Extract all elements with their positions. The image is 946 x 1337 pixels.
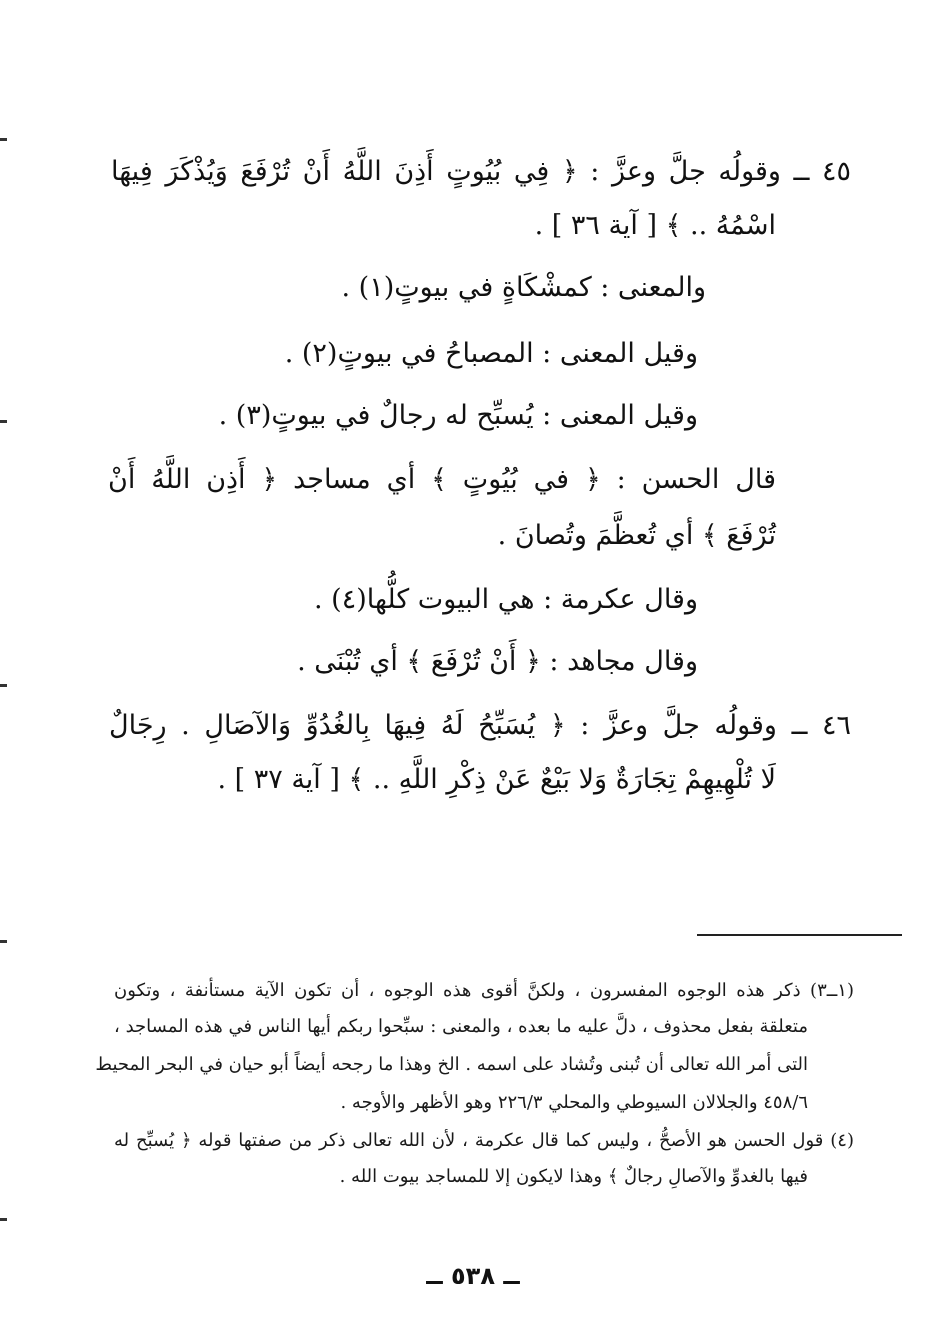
- footnote-1-3-line-1: (١ــ٣) ذكر هذه الوجوه المفسرون ، ولكنَّ أقوى هذه الوجوه ، أن تكون الآية مستأنفة ، وتكون: [114, 980, 854, 1001]
- scan-edge-mark: [0, 940, 7, 943]
- ikrima-line: وقال عكرمة : هي البيوت كلُّها(٤) .: [313, 584, 698, 615]
- verse-45-line-2: اسْمُهُ .. ﴾ [ آية ٣٦ ] .: [534, 210, 776, 241]
- scan-edge-mark: [0, 138, 7, 141]
- meaning-line: والمعنى : كمشْكَاةٍ في بيوتٍ(١) .: [341, 272, 706, 303]
- verse-46-line-1: ٤٦ ــ وقولُه جلَّ وعزَّ : ﴿ يُسَبِّحُ لَهُ فِيهَا بِالغُدُوِّ وَالآصَالِ . رِجَالٌ: [109, 710, 851, 741]
- footnote-1-3-line-3: التى أمر الله تعالى أن تُبنى وتُشاد على اسمه . الخ وهذا ما رجحه أيضاً أبو حيان في البحر المحيط: [95, 1054, 808, 1075]
- footnote-4-line-2: فيها بالغدوِّ والآصالِ رجالٌ ﴾ وهذا لايكون إلا للمساجد بيوت الله .: [339, 1166, 808, 1187]
- scan-edge-mark: [0, 1218, 7, 1221]
- footnote-separator: [697, 934, 902, 936]
- mujahid-line: وقال مجاهد : ﴿ أَنْ تُرْفَعَ ﴾ أي تُبْنَى .: [297, 646, 698, 677]
- footnote-1-3-line-2: متعلقة بفعل محذوف ، دلَّ عليه ما بعده ، والمعنى : سبِّحوا ربكم أيها الناس في هذه المساجد ،: [114, 1016, 808, 1037]
- verse-46-line-2: لَا تُلْهِيهِمْ تِجَارَةٌ وَلا بَيْعٌ عَنْ ذِكْرِ اللَّهِ .. ﴾ [ آية ٣٧ ] .: [217, 764, 776, 795]
- footnote-4-line-1: (٤) قول الحسن هو الأصحُّ ، وليس كما قال عكرمة ، لأن الله تعالى ذكر من صفتها قوله ﴿ يُسبِّح له: [114, 1130, 854, 1151]
- hasan-line-1: قال الحسن : ﴿ في بُيُوتٍ ﴾ أي مساجد ﴿ أَذِن اللَّهُ أَنْ: [108, 464, 776, 495]
- footnote-1-3-line-4: ٤٥٨/٦ والجلالان السيوطي والمحلي ٢٢٦/٣ وهو الأظهر والأوجه .: [340, 1092, 808, 1113]
- verse-45-line-1: ٤٥ ــ وقولُه جلَّ وعزَّ : ﴿ فِي بُيُوتٍ أَذِنَ اللَّهُ أَنْ تُرْفَعَ وَيُذْكَرَ فِيهَا: [111, 156, 851, 187]
- scan-edge-mark: [0, 420, 7, 423]
- alt-meaning-line-2: وقيل المعنى : يُسبِّح له رجالٌ في بيوتٍ(٣) .: [218, 400, 698, 431]
- hasan-line-2: تُرْفَعَ ﴾ أي تُعظَّمَ وتُصانَ .: [497, 520, 776, 551]
- alt-meaning-line-1: وقيل المعنى : المصباحُ في بيوتٍ(٢) .: [284, 338, 698, 369]
- page-number: ــ ٥٣٨ ــ: [426, 1262, 520, 1290]
- scan-edge-mark: [0, 684, 7, 687]
